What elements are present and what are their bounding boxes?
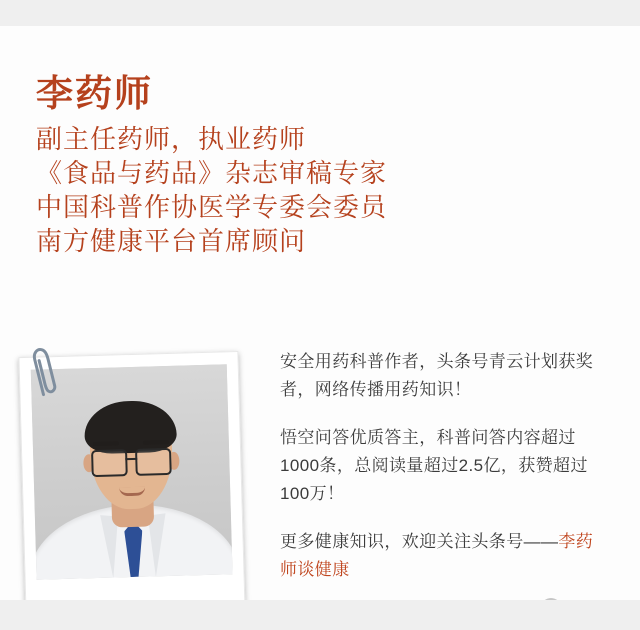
lens-right — [135, 448, 172, 476]
person-name: 李药师 — [36, 73, 153, 114]
heading-block — [36, 72, 596, 258]
top-band — [0, 0, 640, 26]
title-line-1: 副主任药师，执业药师 — [36, 124, 307, 154]
bio-paragraph-3-prefix: 更多健康知识，欢迎关注头条号—— — [280, 532, 559, 551]
title-line-4: 南方健康平台首席顾问 — [36, 226, 307, 256]
bio-paragraph-3 — [280, 528, 610, 584]
title-line-3: 中国科普作协医学专委会委员 — [36, 192, 388, 222]
bottom-band — [0, 600, 640, 630]
bio-paragraph-2: 悟空问答优质答主，科普问答内容超过1000条，总阅读量超过2.5亿，获赞超过100万！ — [280, 428, 588, 503]
eyebrow-left — [93, 441, 119, 446]
content-stage — [0, 26, 640, 600]
eyebrow-right — [143, 440, 169, 445]
portrait-photo — [31, 364, 233, 579]
bio-text-column — [280, 348, 610, 584]
title-line-2: 《食品与药品》杂志审稿专家 — [36, 158, 388, 188]
bio-paragraph-1: 安全用药科普作者，头条号青云计划获奖者，网络传播用药知识！ — [280, 352, 594, 399]
account-name-highlight: 李药师谈健康 — [280, 532, 594, 579]
lens-left — [91, 449, 128, 477]
eyeglasses-icon — [89, 448, 174, 474]
